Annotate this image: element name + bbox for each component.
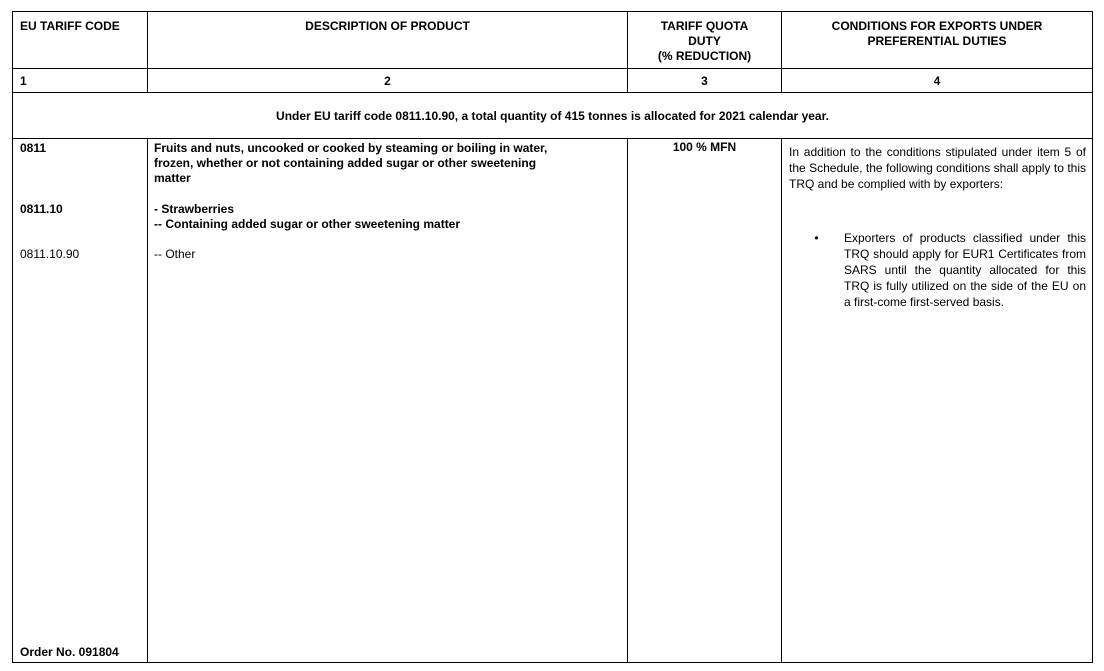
- tariff-code-0811-10: 0811.10: [20, 202, 63, 216]
- conditions-bullet-item: [789, 230, 1086, 310]
- conditions-bullet-text: Exporters of products classified under this TRQ should apply for EUR1 Certificates from SARS until the quantity allocated for this TRQ is fully utilized on the side of the EU on a first-come first-served basis.: [844, 231, 1086, 309]
- description-line: frozen, whether or not containing added sugar or other sweetening: [154, 156, 537, 170]
- header-tariff-quota-duty: [628, 12, 782, 69]
- description-other: -- Other: [154, 247, 196, 261]
- description-line: matter: [154, 171, 191, 185]
- column-number-2: 2: [148, 69, 628, 93]
- description-line: - Strawberries: [154, 202, 235, 216]
- tariff-code-cell: [13, 139, 148, 663]
- header-tariff-quota-line3: (% REDUCTION): [657, 49, 752, 63]
- column-number-row: [13, 69, 1093, 93]
- conditions-cell: [782, 139, 1093, 663]
- allocation-note-row: [13, 93, 1093, 139]
- header-tariff-quota-line2: DUTY: [688, 34, 721, 48]
- tariff-quota-table: [12, 11, 1093, 663]
- description-line: Fruits and nuts, uncooked or cooked by steaming or boiling in water,: [154, 141, 548, 155]
- description-line: -- Containing added sugar or other sweetening matter: [154, 217, 461, 231]
- allocation-note: Under EU tariff code 0811.10.90, a total quantity of 415 tonnes is allocated for 2021 calendar year.: [13, 93, 1093, 139]
- description-strawberries: [154, 202, 615, 232]
- column-number-3: 3: [628, 69, 782, 93]
- description-cell: [148, 139, 628, 663]
- tariff-code-0811: 0811: [20, 141, 47, 155]
- header-row: [13, 12, 1093, 69]
- tariff-quota-value: 100 % MFN: [672, 140, 737, 154]
- column-number-4: 4: [782, 69, 1093, 93]
- header-eu-tariff-code: EU TARIFF CODE: [13, 12, 148, 69]
- header-conditions-line1: CONDITIONS FOR EXPORTS UNDER: [831, 19, 1043, 33]
- description-fruits-and-nuts: [154, 141, 615, 186]
- conditions-intro: In addition to the conditions stipulated under item 5 of the Schedule, the following conditions shall apply to this TRQ and be complied with by exporters:: [789, 145, 1086, 191]
- order-number: Order No. 091804: [20, 645, 119, 659]
- header-conditions-line2: PREFERENTIAL DUTIES: [867, 34, 1007, 48]
- column-number-1: 1: [13, 69, 148, 93]
- header-tariff-quota-line1: TARIFF QUOTA: [660, 19, 749, 33]
- table-row: [13, 139, 1093, 663]
- header-description-of-product: DESCRIPTION OF PRODUCT: [148, 12, 628, 69]
- tariff-quota-cell: [628, 139, 782, 663]
- header-conditions-for-exports: [782, 12, 1093, 69]
- tariff-code-0811-10-90: 0811.10.90: [20, 247, 80, 261]
- bullet-icon: •: [814, 231, 819, 245]
